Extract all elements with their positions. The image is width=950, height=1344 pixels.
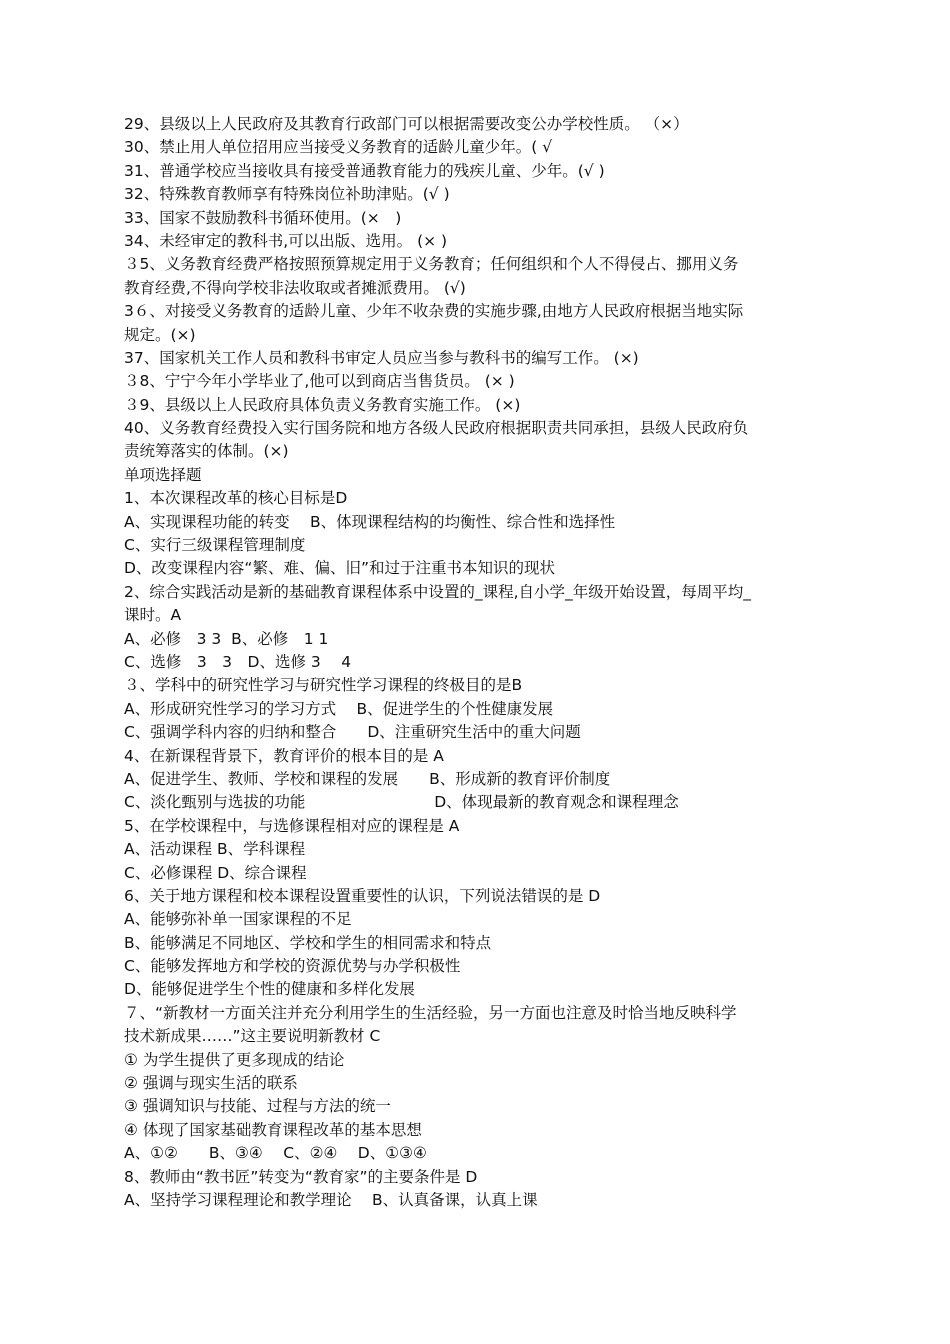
- option-line: B、能够满足不同地区、学校和学生的相同需求和特点: [124, 933, 492, 952]
- question-line: 4、在新课程背景下，教育评价的根本目的是 A: [124, 746, 444, 765]
- question-line: ３、学科中的研究性学习与研究性学习课程的终极目的是B: [124, 676, 523, 695]
- statement-line: ④ 体现了国家基础教育课程改革的基本思想: [124, 1120, 422, 1139]
- question-line: 6、关于地方课程和校本课程设置重要性的认识，下列说法错误的是 D: [124, 886, 601, 905]
- text-line: ３8、宁宁今年小学毕业了,他可以到商店当售货员。 (× ): [124, 372, 515, 391]
- option-line: C、淡化甄别与选拔的功能 D、体现最新的教育观念和课程理念: [124, 793, 679, 812]
- text-line: 32、特殊教育教师享有特殊岗位补助津贴。(√ ): [124, 185, 450, 204]
- question-line: 技术新成果……”这主要说明新教材 C: [124, 1027, 381, 1046]
- text-line: 37、国家机关工作人员和教科书审定人员应当参与教科书的编写工作。 (×): [124, 348, 639, 367]
- statement-line: ① 为学生提供了更多现成的结论: [124, 1050, 345, 1069]
- question-line: 8、教师由“教书匠”转变为“教育家”的主要条件是 D: [124, 1167, 478, 1186]
- option-line: A、促进学生、教师、学校和课程的发展 B、形成新的教育评价制度: [124, 769, 611, 788]
- question-line: 2、综合实践活动是新的基础教育课程体系中设置的_课程,自小学_年级开始设置，每周平均_: [124, 582, 752, 601]
- option-line: A、形成研究性学习的学习方式 B、促进学生的个性健康发展: [124, 699, 554, 718]
- text-line: ３5、义务教育经费严格按照预算规定用于义务教育；任何组织和个人不得侵占、挪用义务: [124, 255, 739, 274]
- section-heading: 单项选择题: [124, 465, 202, 484]
- option-line: A、①② B、③④ C、②④ D、①③④: [124, 1144, 427, 1163]
- text-line: 责统筹落实的体制。(×): [124, 442, 289, 461]
- question-line: 1、本次课程改革的核心目标是D: [124, 489, 348, 508]
- option-line: A、必修 3 3 B、必修 1 1: [124, 629, 329, 648]
- question-line: ７、“新教材一方面关注并充分利用学生的生活经验，另一方面也注意及时恰当地反映科学: [124, 1003, 737, 1022]
- text-line: 40、义务教育经费投入实行国务院和地方各级人民政府根据职责共同承担，县级人民政府负: [124, 419, 749, 438]
- statement-line: ③ 强调知识与技能、过程与方法的统一: [124, 1097, 391, 1116]
- option-line: A、实现课程功能的转变 B、体现课程结构的均衡性、综合性和选择性: [124, 512, 616, 531]
- text-line: ３9、县级以上人民政府具体负责义务教育实施工作。 (×): [124, 395, 521, 414]
- option-line: D、改变课程内容“繁、难、偏、旧”和过于注重书本知识的现状: [124, 559, 555, 578]
- statement-line: ② 强调与现实生活的联系: [124, 1074, 298, 1093]
- text-line: 31、普通学校应当接收具有接受普通教育能力的残疾儿童、少年。(√ ): [124, 161, 605, 180]
- option-line: C、能够发挥地方和学校的资源优势与办学积极性: [124, 957, 461, 976]
- option-line: A、坚持学习课程理论和教学理论 B、认真备课，认真上课: [124, 1190, 538, 1209]
- option-line: C、选修 3 3 D、选修 3 4: [124, 652, 352, 671]
- text-line: 33、国家不鼓励教科书循环使用。(× ): [124, 208, 402, 227]
- text-line: 34、未经审定的教科书,可以出版、选用。 (× ): [124, 231, 448, 250]
- text-line: 29、县级以上人民政府及其教育行政部门可以根据需要改变公办学校性质。 （×）: [124, 115, 689, 133]
- text-line: 30、禁止用人单位招用应当接受义务教育的适龄儿童少年。( √: [124, 138, 553, 157]
- option-line: C、强调学科内容的归纳和整合 D、注重研究生活中的重大问题: [124, 723, 581, 742]
- option-line: D、能够促进学生个性的健康和多样化发展: [124, 980, 415, 999]
- text-line: 教育经费,不得向学校非法收取或者摊派费用。 (√): [124, 278, 466, 297]
- document-body: [124, 113, 836, 1212]
- option-line: A、活动课程 B、学科课程: [124, 840, 306, 859]
- option-line: A、能够弥补单一国家课程的不足: [124, 910, 352, 929]
- text-line: 3６、对接受义务教育的适龄儿童、少年不收杂费的实施步骤,由地方人民政府根据当地实际: [124, 302, 744, 321]
- question-line: 课时。A: [124, 606, 182, 625]
- text-line: 规定。(×): [124, 325, 196, 344]
- question-line: 5、在学校课程中，与选修课程相对应的课程是 A: [124, 816, 460, 835]
- option-line: C、实行三级课程管理制度: [124, 536, 306, 555]
- option-line: C、必修课程 D、综合课程: [124, 863, 307, 882]
